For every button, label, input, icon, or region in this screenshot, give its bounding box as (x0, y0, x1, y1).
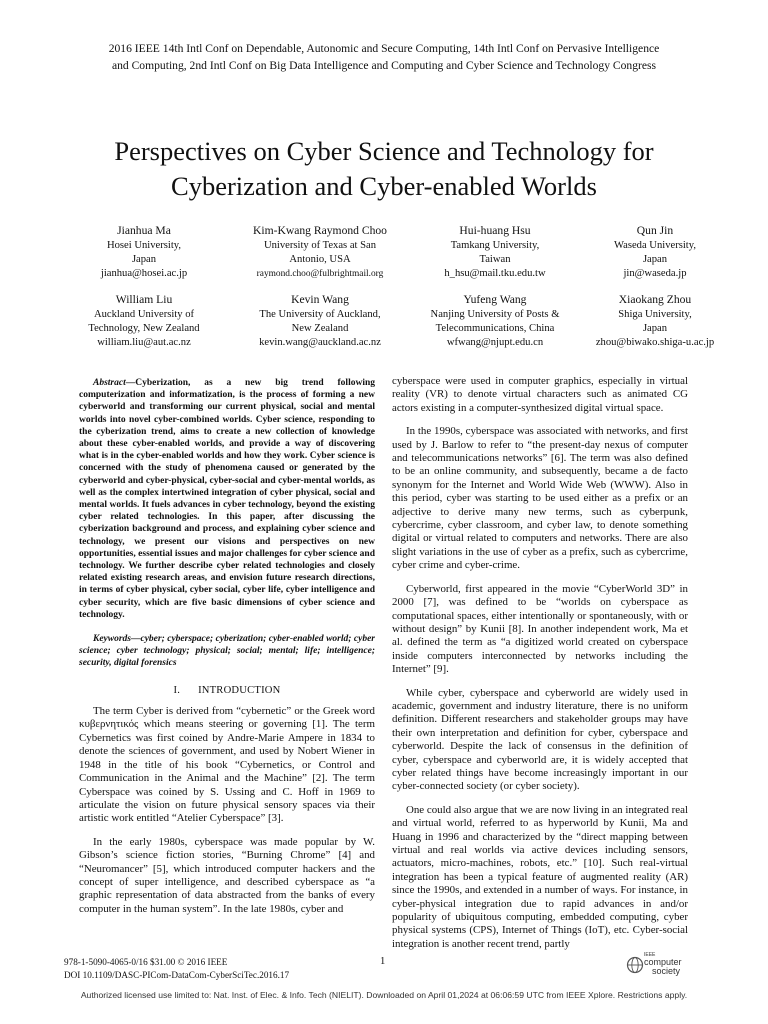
author-entry (230, 223, 410, 281)
logo-text (644, 952, 682, 975)
body-paragraph: The term Cyber is derived from “cybernetic” or the Greek word κυβερνητικός which means steering or governing [1]. The term Cybernetics was first coined by Andre-Marie Ampere in 1834 to denote the sciences of government, and used by Nobert Wiener in 1948 in the title of his book “Cybernetics, or Control and Communication in the Animal and the Machine” [2]. The term Cyberspace was coined by S. Ussing and C. Hoff in 1969 to articulate the vision on future physical sensory spaces via their artistic work entitled “Atelier Cyberspace” [3]. (79, 705, 375, 825)
author-email: raymond.choo@fulbrightmail.org (256, 269, 384, 280)
author-affiliation: Waseda University, (613, 240, 696, 251)
abstract-dash: — (125, 378, 136, 388)
license-notice: Authorized licensed use limited to: Nat. Inst. of Elec. & Info. Tech (NIELIT). Downloaded on April 01,2024 at 06:06:59 UTC from IEEE Xplore. Restrictions apply. (80, 990, 688, 1000)
author-email: william.liu@aut.ac.nz (97, 337, 191, 349)
conference-header-line-1: 2016 IEEE 14th Intl Conf on Dependable, Autonomic and Secure Computing, 14th Intl Conf on Pervasive Intelligence (108, 42, 660, 55)
author-affiliation: The University of Auckland, (259, 309, 381, 321)
author-name: Kevin Wang (291, 293, 349, 307)
author-name: Qun Jin (636, 224, 674, 237)
author-entry (410, 292, 580, 350)
author-name: Kim-Kwang Raymond Choo (253, 224, 387, 237)
author-email: jin@waseda.jp (623, 268, 687, 280)
author-affiliation: University of Texas at San (263, 240, 377, 251)
conference-header-line-2: and Computing, 2nd Intl Conf on Big Data Intelligence and Computing and Cyber Science and Technology Congress (111, 59, 657, 72)
body-paragraph: In the early 1980s, cyberspace was made popular by W. Gibson’s science fiction stories, “Burning Chrome” [4] and “Neuromancer” [5], which introduced computer hackers and the concept of super intelligence, and described cyberspace as “a graphic representation of data abstracted from the banks of every computer in the human system”. In the late 1980s, cyber and (79, 835, 375, 915)
author-affiliation: Tamkang University, (450, 240, 540, 251)
author-name: Hui-huang Hsu (459, 224, 531, 237)
author-affiliation: Taiwan (479, 254, 511, 266)
author-entry (580, 223, 730, 281)
section-number: I. (173, 684, 181, 696)
author-affiliation: Hosei University, (106, 240, 182, 251)
author-entry (580, 292, 730, 350)
author-affiliation: Technology, New Zealand (88, 323, 200, 335)
author-affiliation: Japan (642, 323, 668, 335)
author-email: wfwang@njupt.edu.cn (446, 337, 544, 349)
body-paragraph: Cyberworld, first appeared in the movie “CyberWorld 3D” in 2000 [7], was defined to be “worlds on cyberspace as computational spaces, either intentionally or spontaneously, with or without design” by Kunii [8]. In another independent work, Ma et al. defined the term as “a digitized world created on cyberspace inside computers interconnected by networks including the Internet” [9]. (392, 582, 688, 676)
body-paragraph: In the 1990s, cyberspace was associated with networks, and first used by J. Barlow to refer to “the present-day nexus of computer and telecommunications networks” [6]. The term was also defined to be an online community, and subsequently, became a de facto synonym for the Internet and World Wide Web (WWW). Also in this period, cyber was starting to be used either as a prefix or an adjective to derive many new terms, such as cyberpunk, cybercrime, cyber classroom, and cyber law, to denote something digital or virtual related to computers and networks. There are also slight variations in the use of cyber as a prefix, such as cybercrime, cyber crime and cyber-crime. (392, 425, 688, 572)
abstract-label: Abstract (93, 378, 126, 388)
author-email: jianhua@hosei.ac.jp (100, 268, 188, 280)
author-affiliation: Nanjing University of Posts & (430, 309, 560, 321)
author-affiliation: New Zealand (291, 323, 349, 335)
keywords: Keywords—cyber; cyberspace; cyberization; cyber-enabled world; cyber science; cyber technology; physical; social; mental; life; intelligence; security, digital forensics (79, 634, 375, 669)
section-title: INTRODUCTION (198, 684, 281, 696)
author-affiliation: Japan (131, 254, 157, 266)
right-column (392, 375, 688, 961)
logo-globe-icon (626, 956, 644, 974)
left-column (79, 377, 375, 926)
author-name: William Liu (115, 293, 173, 307)
logo-ieee-text: IEEE (644, 952, 656, 958)
author-affiliation: Telecommunications, China (435, 323, 555, 335)
author-affiliation: Shiga University, (618, 309, 692, 321)
author-email: kevin.wang@auckland.ac.nz (259, 337, 381, 349)
footer-doi: DOI 10.1109/DASC-PICom-DataCom-CyberSciTec.2016.17 (64, 970, 290, 980)
author-entry (58, 223, 230, 281)
abstract-text: Cyberization, as a new big trend following computerization and informatization, is the process of forming a new cyberworld and transforming our current physical, social and mental worlds into novel cyber-combined worlds. Cyber science, responding to the cyberization trend, aims to create a new collection of knowledge about these cyber-enabled worlds, and provide a way of discovering what is in the cyber-enabled worlds and how they work. Cyber science is concerned with the study of phenomena caused or generated by the cyberworld and cyber-physical, cyber-social and cyber-mental worlds, as well as the complex intertwined integration of cyber physical, social and mental worlds. It fuels advances in cyber technology, beyond the existing cyber related technologies. In this paper, after discussing the cyberization background and process, and explaining cyber science and technology, we present our visions and perspectives on new opportunities, essential issues and major challenges for cyber science and technology. We further describe cyber related technologies and closely related existing research areas, and envision future research directions, in terms of cyber physical, cyber social, cyber life, cyber intelligence and cyber security, which are five basic dimensions of cyber science and technology. (79, 378, 375, 620)
paper-title-line-1: Perspectives on Cyber Science and Technology for (114, 136, 654, 166)
logo-computer-text: computer (644, 957, 682, 967)
logo-society-text: society (652, 965, 681, 976)
author-block (58, 223, 730, 351)
author-name: Xiaokang Zhou (618, 293, 692, 307)
footer-isbn: 978-1-5090-4065-0/16 $31.00 © 2016 IEEE (64, 957, 228, 967)
section-heading-introduction (79, 684, 375, 697)
footer-citation (64, 956, 289, 982)
author-entry (58, 292, 230, 350)
author-name: Jianhua Ma (117, 224, 171, 237)
paper-title-line-2: Cyberization and Cyber-enabled Worlds (171, 171, 597, 201)
body-paragraph: cyberspace were used in computer graphics, especially in virtual reality (VR) to denote virtual characters such as animated CG actors existing in a computer-synthesized digital virtual space. (392, 375, 688, 414)
page-number: 1 (380, 956, 386, 967)
author-affiliation: Auckland University of (93, 309, 195, 321)
author-name: Yufeng Wang (463, 293, 527, 307)
conference-header (40, 40, 728, 74)
ieee-computer-society-logo (626, 952, 694, 982)
author-affiliation: Antonio, USA (289, 254, 351, 266)
author-email: h_hsu@mail.tku.edu.tw (444, 268, 546, 280)
author-entry (230, 292, 410, 350)
author-entry (410, 223, 580, 281)
paper-title (40, 134, 728, 204)
body-paragraph: While cyber, cyberspace and cyberworld are widely used in academic, government and industry literature, there is no uniform definition. Different researchers and stakeholder groups may have their own interpretation and definition for cyber, cyberspace and cyberworld. Despite the lack of consensus in the definition of cyber, cyberspace and cyberworld are, it is widely accepted that cyber related things have become increasingly important in our cyber-connected society (or cyber society). (392, 686, 688, 793)
author-email: zhou@biwako.shiga-u.ac.jp (595, 337, 715, 349)
author-affiliation: Japan (642, 254, 668, 266)
body-paragraph: One could also argue that we are now living in an integrated real and virtual world, referred to as hyperworld by Kunii, Ma and Huang in 1996 and characterized by the “direct mapping between virtual and real worlds via active devices including sensors, actuators, micro-machines, robots, etc.” [10]. Such real-virtual integration has been a typical feature of augmented reality (AR) since the 1990s, and extended in a number of ways. For instance, in cyber-physical integration due to rapid advances in and/or popularity of ubiquitous computing, embedded computing, cyber physical systems (CPS), Internet of Things (IoT), etc. Cyber-social integration is another recent trend, partly (392, 803, 688, 950)
abstract (79, 377, 375, 621)
